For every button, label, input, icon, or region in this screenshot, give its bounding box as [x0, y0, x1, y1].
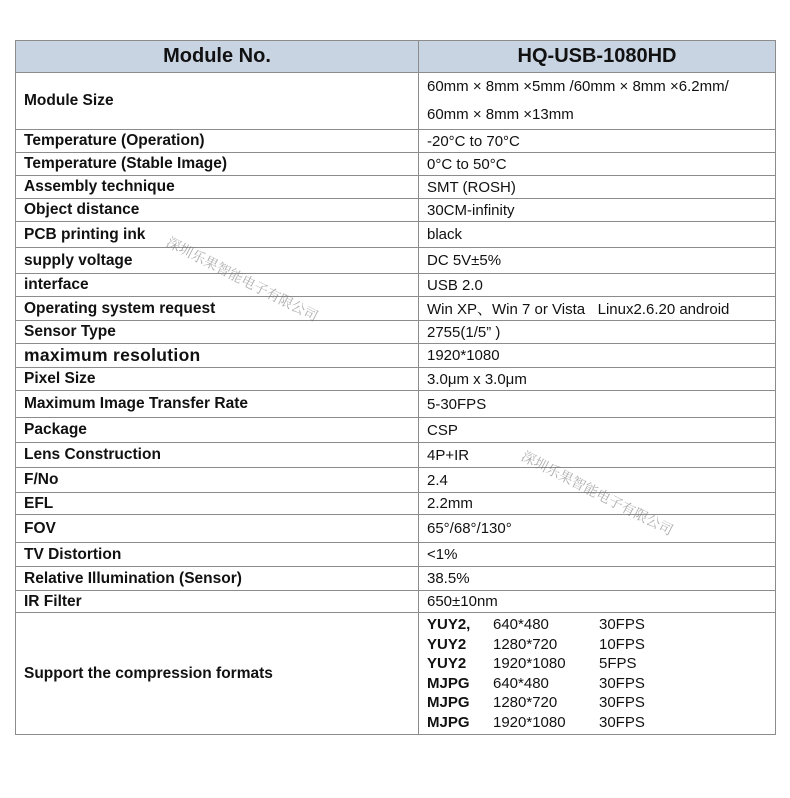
table-row [16, 222, 776, 248]
table-row [16, 344, 776, 368]
format-resolution: 640*480 [493, 616, 549, 633]
row-label: EFL [16, 493, 419, 515]
formats-list [419, 613, 776, 735]
header-row [16, 41, 776, 73]
row-value [419, 73, 776, 130]
table-row [16, 153, 776, 176]
table-row [16, 391, 776, 418]
formats-label: Support the compression formats [16, 613, 419, 735]
format-fps: 30FPS [599, 713, 645, 731]
value-line: 60mm × 8mm ×13mm [427, 106, 574, 123]
format-resolution: 1920*1080 [493, 655, 566, 672]
format-item [427, 635, 775, 655]
row-value: 2755(1/5” ) [419, 321, 776, 344]
table-row [16, 368, 776, 391]
row-label: Pixel Size [16, 368, 419, 391]
row-label: Temperature (Stable Image) [16, 153, 419, 176]
format-fps: 5FPS [599, 655, 637, 672]
row-label: interface [16, 274, 419, 297]
table-row [16, 567, 776, 591]
format-fps: 30FPS [599, 674, 645, 692]
row-label: Module Size [16, 73, 419, 130]
table-row [16, 130, 776, 153]
table-row [16, 176, 776, 199]
row-value: USB 2.0 [419, 274, 776, 297]
row-value: black [419, 222, 776, 248]
row-value: 2.4 [419, 468, 776, 493]
table-row [16, 321, 776, 344]
row-value: -20°C to 70°C [419, 130, 776, 153]
row-value: SMT (ROSH) [419, 176, 776, 199]
table-row [16, 543, 776, 567]
row-value: 650±10nm [419, 591, 776, 613]
table-row [16, 515, 776, 543]
table-row [16, 591, 776, 613]
row-value: 1920*1080 [419, 344, 776, 368]
row-label: F/No [16, 468, 419, 493]
row-label: Sensor Type [16, 321, 419, 344]
row-label: Maximum Image Transfer Rate [16, 391, 419, 418]
format-resolution: 640*480 [493, 674, 549, 692]
format-item [427, 654, 775, 674]
row-label: Package [16, 418, 419, 443]
format-codec: MJPG [427, 713, 470, 731]
row-value: CSP [419, 418, 776, 443]
format-resolution: 1280*720 [493, 694, 558, 711]
format-codec: YUY2 [427, 635, 467, 653]
row-label: TV Distortion [16, 543, 419, 567]
row-value: 4P+IR [419, 443, 776, 468]
format-resolution: 1920*1080 [493, 713, 566, 731]
row-label: Object distance [16, 199, 419, 222]
row-label: Lens Construction [16, 443, 419, 468]
header-value: HQ-USB-1080HD [419, 41, 776, 73]
table-row [16, 274, 776, 297]
format-codec: MJPG [427, 674, 470, 692]
table-row [16, 443, 776, 468]
value-line: 60mm × 8mm ×5mm /60mm × 8mm ×6.2mm/ [427, 78, 729, 95]
format-fps: 10FPS [599, 635, 645, 653]
table-row [16, 73, 776, 130]
format-codec: MJPG [427, 694, 470, 711]
row-value: 65°/68°/130° [419, 515, 776, 543]
table-row [16, 418, 776, 443]
row-label: IR Filter [16, 591, 419, 613]
table-row [16, 297, 776, 321]
format-fps: 30FPS [599, 616, 645, 633]
format-item [427, 615, 775, 635]
row-value: DC 5V±5% [419, 248, 776, 274]
table-row [16, 468, 776, 493]
row-label: supply voltage [16, 248, 419, 274]
row-value: Win XP、Win 7 or Vista Linux2.6.20 android [419, 297, 776, 321]
formats-row [16, 613, 776, 735]
row-label: Temperature (Operation) [16, 130, 419, 153]
watermark-text: 深圳乐果智能电子有限公司 [163, 234, 321, 326]
row-value: 3.0μm x 3.0μm [419, 368, 776, 391]
header-label: Module No. [16, 41, 419, 73]
format-codec: YUY2, [427, 616, 471, 633]
row-label: PCB printing ink [16, 222, 419, 248]
row-label: Operating system request [16, 297, 419, 321]
format-item [427, 713, 775, 733]
watermark-text: 深圳乐果智能电子有限公司 [518, 448, 676, 540]
row-value: 0°C to 50°C [419, 153, 776, 176]
row-value: 5-30FPS [419, 391, 776, 418]
row-label: FOV [16, 515, 419, 543]
row-label: Assembly technique [16, 176, 419, 199]
table-row [16, 493, 776, 515]
format-fps: 30FPS [599, 694, 645, 711]
row-value: 38.5% [419, 567, 776, 591]
row-value: <1% [419, 543, 776, 567]
format-item [427, 693, 775, 713]
spec-table [15, 40, 776, 735]
row-label: Relative Illumination (Sensor) [16, 567, 419, 591]
format-item [427, 674, 775, 694]
format-resolution: 1280*720 [493, 635, 558, 653]
row-value: 30CM-infinity [419, 199, 776, 222]
format-codec: YUY2 [427, 655, 467, 672]
table-row [16, 248, 776, 274]
row-value: 2.2mm [419, 493, 776, 515]
table-row [16, 199, 776, 222]
row-label: maximum resolution [16, 344, 419, 368]
